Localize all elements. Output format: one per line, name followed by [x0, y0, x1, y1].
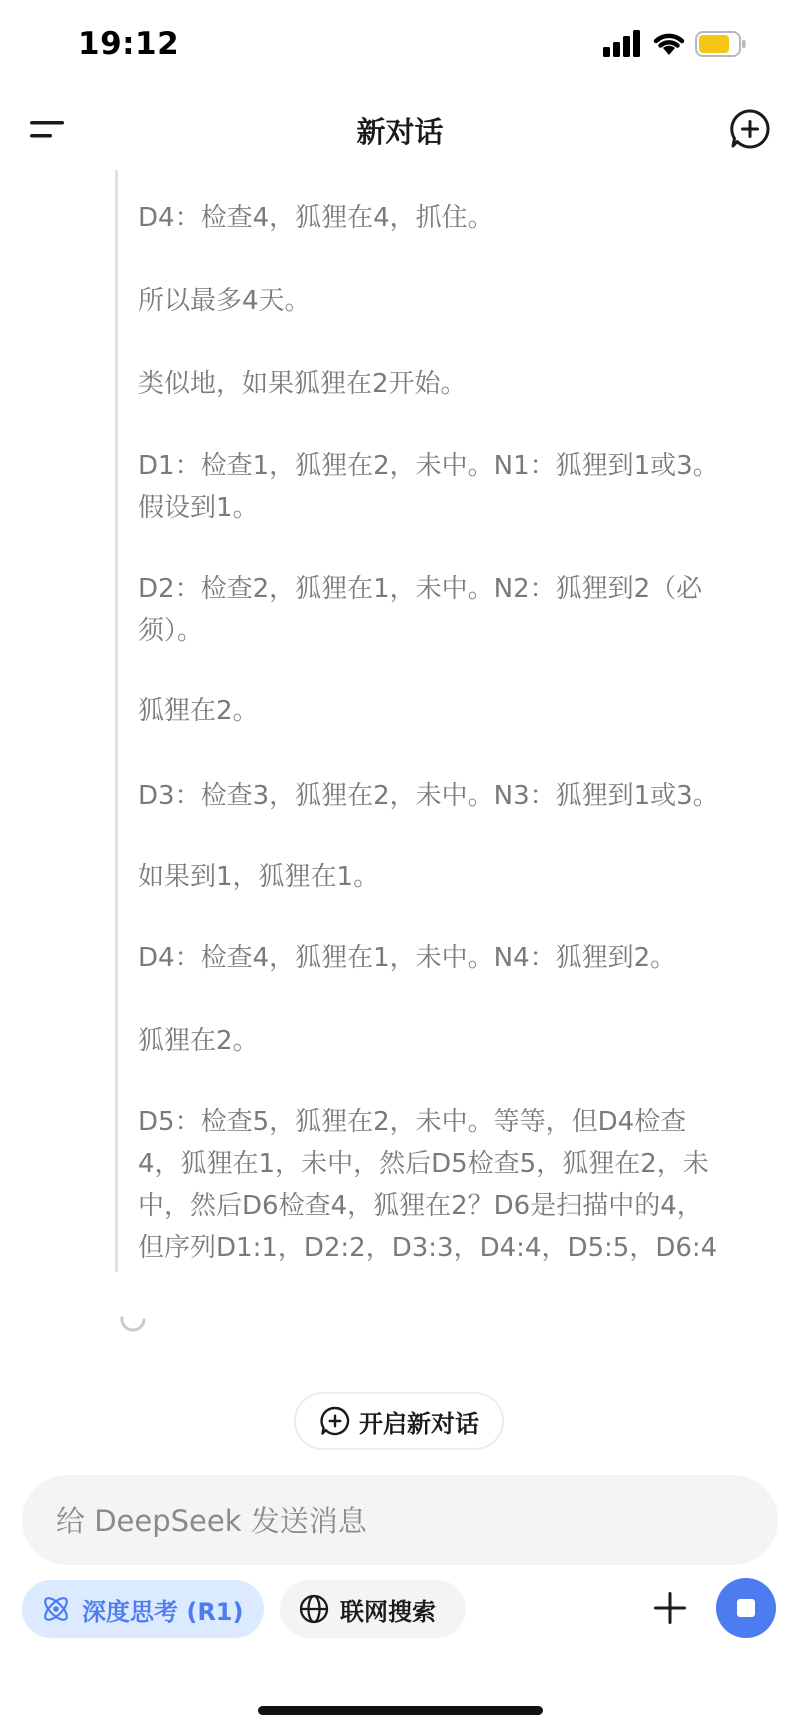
- wifi-icon: [652, 29, 686, 57]
- message-input-box: [22, 1475, 778, 1565]
- deep-think-label: 深度思考 (R1): [82, 1597, 244, 1626]
- stop-button[interactable]: [716, 1578, 776, 1638]
- globe-icon: [298, 1593, 330, 1625]
- thought-line: D3：检查3，狐狸在2，未中。N3：狐狸到1或3。: [138, 781, 719, 811]
- thought-divider: [115, 170, 118, 1272]
- new-chat-icon[interactable]: [729, 108, 771, 150]
- thought-line: 如果到1，狐狸在1。: [138, 862, 380, 892]
- thought-line: D1：检查1，狐狸在2，未中。N1：狐狸到1或3。: [138, 451, 719, 481]
- cellular-signal-icon: [603, 30, 643, 58]
- new-chat-label: 开启新对话: [359, 1409, 479, 1438]
- new-chat-button[interactable]: [294, 1392, 504, 1450]
- thought-line: 4，狐狸在1，未中，然后D5检查5，狐狸在2，未: [138, 1149, 709, 1179]
- web-search-toggle[interactable]: [280, 1580, 466, 1638]
- thought-line: 但序列D1:1，D2:2，D3:3，D4:4，D5:5，D6:4: [138, 1233, 718, 1263]
- thought-line: 狐狸在2。: [138, 1026, 259, 1056]
- plus-icon[interactable]: [650, 1588, 690, 1628]
- nav-bar: [0, 90, 800, 170]
- battery-icon: [695, 31, 747, 57]
- thought-line: 狐狸在2。: [138, 696, 259, 726]
- thought-line: D4：检查4，狐狸在4，抓住。: [138, 203, 494, 233]
- status-bar: [0, 0, 800, 90]
- message-input[interactable]: [54, 1475, 748, 1567]
- page-title: 新对话: [356, 115, 444, 149]
- deep-think-toggle[interactable]: [22, 1580, 264, 1638]
- thought-line: 假设到1。: [138, 493, 259, 523]
- thought-line: 须）。: [138, 616, 204, 646]
- loading-spinner-icon: [118, 1302, 148, 1332]
- thought-content: [0, 170, 800, 1272]
- thought-line: D2：检查2，狐狸在1，未中。N2：狐狸到2（必: [138, 574, 703, 604]
- stop-icon: [737, 1599, 755, 1617]
- thought-line: 所以最多4天。: [138, 286, 311, 316]
- new-chat-icon: [319, 1405, 351, 1437]
- web-search-label: 联网搜索: [340, 1597, 436, 1626]
- thought-line: D4：检查4，狐狸在1，未中。N4：狐狸到2。: [138, 943, 677, 973]
- atom-icon: [40, 1593, 72, 1625]
- thought-line: D5：检查5，狐狸在2，未中。等等，但D4检查: [138, 1107, 687, 1137]
- thought-line: 类似地，如果狐狸在2开始。: [138, 369, 467, 399]
- status-time: 19:12: [78, 26, 180, 62]
- thought-line: 中，然后D6检查4，狐狸在2？D6是扫描中的4，: [138, 1191, 703, 1221]
- home-indicator: [258, 1706, 543, 1715]
